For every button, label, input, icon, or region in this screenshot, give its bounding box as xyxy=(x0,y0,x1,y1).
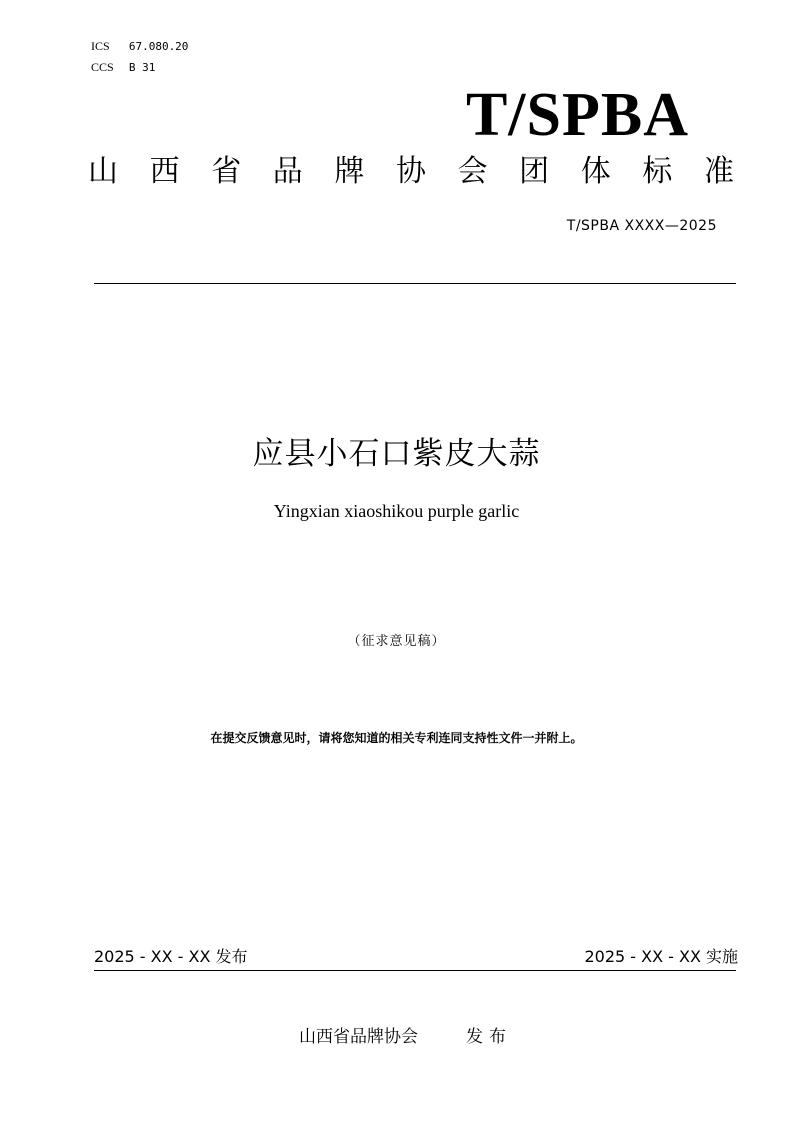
org-title-char: 西 xyxy=(149,154,180,189)
publisher-name: 山西省品牌协会 xyxy=(299,1027,418,1047)
ics-value: 67.080.20 xyxy=(128,40,189,53)
standard-number: T/SPBA XXXX—2025 xyxy=(566,218,717,234)
draft-status: （征求意见稿） xyxy=(347,634,446,649)
patent-submission-note: 在提交反馈意见时，请将您知道的相关专利连同支持性文件一并附上。 xyxy=(210,731,583,745)
document-title-chinese: 应县小石口紫皮大蒜 xyxy=(252,436,541,472)
ics-classification xyxy=(91,39,188,54)
publish-action: 发布 xyxy=(466,1027,512,1047)
footer-divider xyxy=(94,970,736,971)
org-title-char: 品 xyxy=(272,154,303,189)
standard-logo: T/SPBA xyxy=(465,81,689,149)
org-title-char: 省 xyxy=(211,154,242,189)
org-title-char: 准 xyxy=(703,154,734,189)
organization-standard-title xyxy=(88,152,734,192)
ics-label: ICS xyxy=(91,39,110,53)
document-title-english: Yingxian xiaoshikou purple garlic xyxy=(273,501,520,521)
org-title-char: 团 xyxy=(519,154,550,189)
org-title-char: 标 xyxy=(642,154,673,189)
org-title-char: 协 xyxy=(395,154,426,189)
ccs-label: CCS xyxy=(91,60,114,74)
header-divider xyxy=(94,283,736,284)
org-title-char: 牌 xyxy=(334,154,365,189)
ccs-value: B 31 xyxy=(128,61,156,74)
implementation-date: 2025 - XX - XX 实施 xyxy=(584,947,738,966)
org-title-char: 山 xyxy=(88,154,118,189)
org-title-char: 体 xyxy=(580,154,611,189)
ccs-classification xyxy=(91,60,155,75)
org-title-char: 会 xyxy=(457,154,488,189)
issue-date: 2025 - XX - XX 发布 xyxy=(94,947,248,966)
